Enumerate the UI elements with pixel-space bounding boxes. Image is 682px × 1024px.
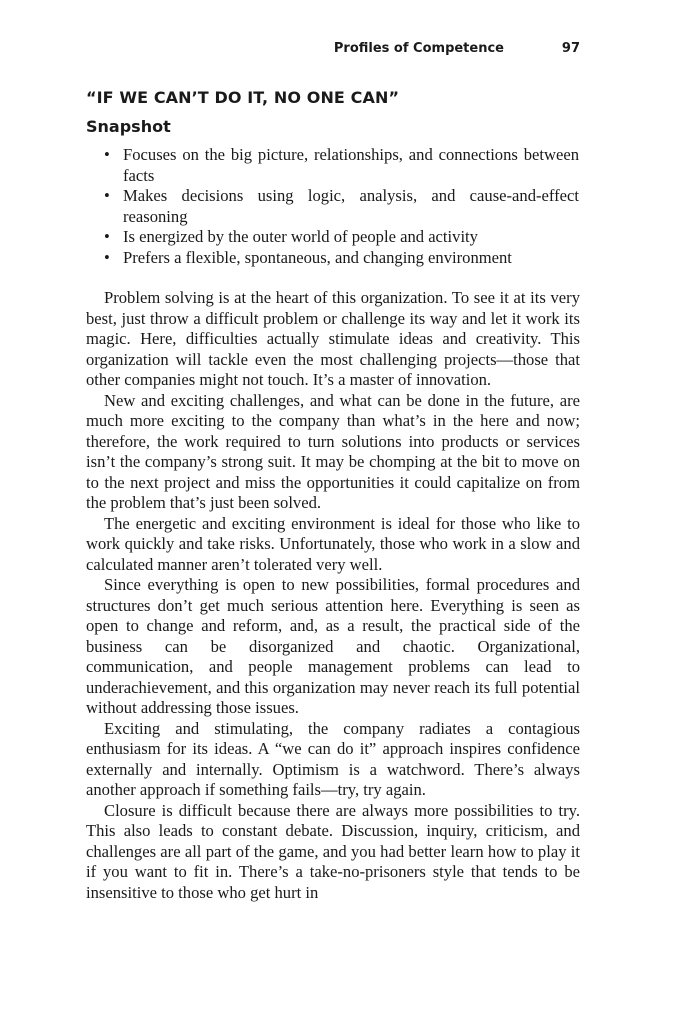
bullet-item xyxy=(104,248,579,269)
chapter-title: “IF WE CAN’T DO IT, NO ONE CAN” xyxy=(86,88,400,107)
paragraph: Problem solving is at the heart of this organization. To see it at its very best, just throw a difficult problem or challenge its way and let it work its magic. Here, difficulties actually stimulate ideas and creativity. This organization will tackle even the most challenging projects—those that other companies might not touch. It’s a master of innovation. xyxy=(86,288,580,389)
paragraph: The energetic and exciting environment is ideal for those who like to work quickly and take risks. Unfortunately, those who work in a slow and calculated manner aren’t tolerated very well. xyxy=(86,513,580,574)
running-head-title: Profiles of Competence xyxy=(333,41,504,56)
bullet-dot-icon: • xyxy=(104,145,110,164)
body-text xyxy=(86,288,580,903)
bullet-text: Makes decisions using logic, analysis, and cause-and-effect reasoning xyxy=(123,186,579,226)
snapshot-bullet-list xyxy=(104,145,579,268)
section-title: Snapshot xyxy=(86,117,171,136)
paragraph: New and exciting challenges, and what can be done in the future, are much more exciting to the company than what’s in the here and now; therefore, the work required to turn solutions into products or services isn’t the company’s strong suit. It may be chomping at the bit to move on to the next project and miss the opportunities it could capitalize on from the problem that’s just been solved. xyxy=(86,390,580,512)
paragraph: Exciting and stimulating, the company radiates a contagious enthusiasm for its ideas. A “we can do it” approach inspires confidence externally and internally. Optimism is a watchword. There’s always another approach if something fails—try, try again. xyxy=(86,718,580,799)
bullet-dot-icon: • xyxy=(104,186,110,205)
bullet-dot-icon: • xyxy=(104,247,110,267)
paragraph: Since everything is open to new possibilities, formal procedures and structures don’t get much serious attention here. Everything is seen as open to change and reform, and, as a result, the practical side of the business can be disorganized and chaotic. Organizational, communication, and people management problems can lead to underachievement, and this organization may never reach its full potential without addressing those issues. xyxy=(86,575,580,717)
paragraph: Closure is difficult because there are always more possibilities to try. This also leads to constant debate. Discussion, inquiry, criticism, and challenges are all part of the game, and you had better learn how to play it if you want to fit in. There’s a take-no-prisoners style that tends to be insensitive to those who get hurt in xyxy=(86,800,580,902)
bullet-text: Prefers a flexible, spontaneous, and changing environment xyxy=(123,247,512,267)
bullet-text: Is energized by the outer world of people and activity xyxy=(123,227,478,246)
bullet-item xyxy=(104,227,579,248)
running-head xyxy=(86,41,580,61)
bullet-dot-icon: • xyxy=(104,227,110,246)
page-number: 97 xyxy=(561,41,580,56)
bullet-item xyxy=(104,145,579,186)
bullet-item xyxy=(104,186,579,227)
bullet-text: Focuses on the big picture, relationships, and connections between facts xyxy=(123,145,579,185)
